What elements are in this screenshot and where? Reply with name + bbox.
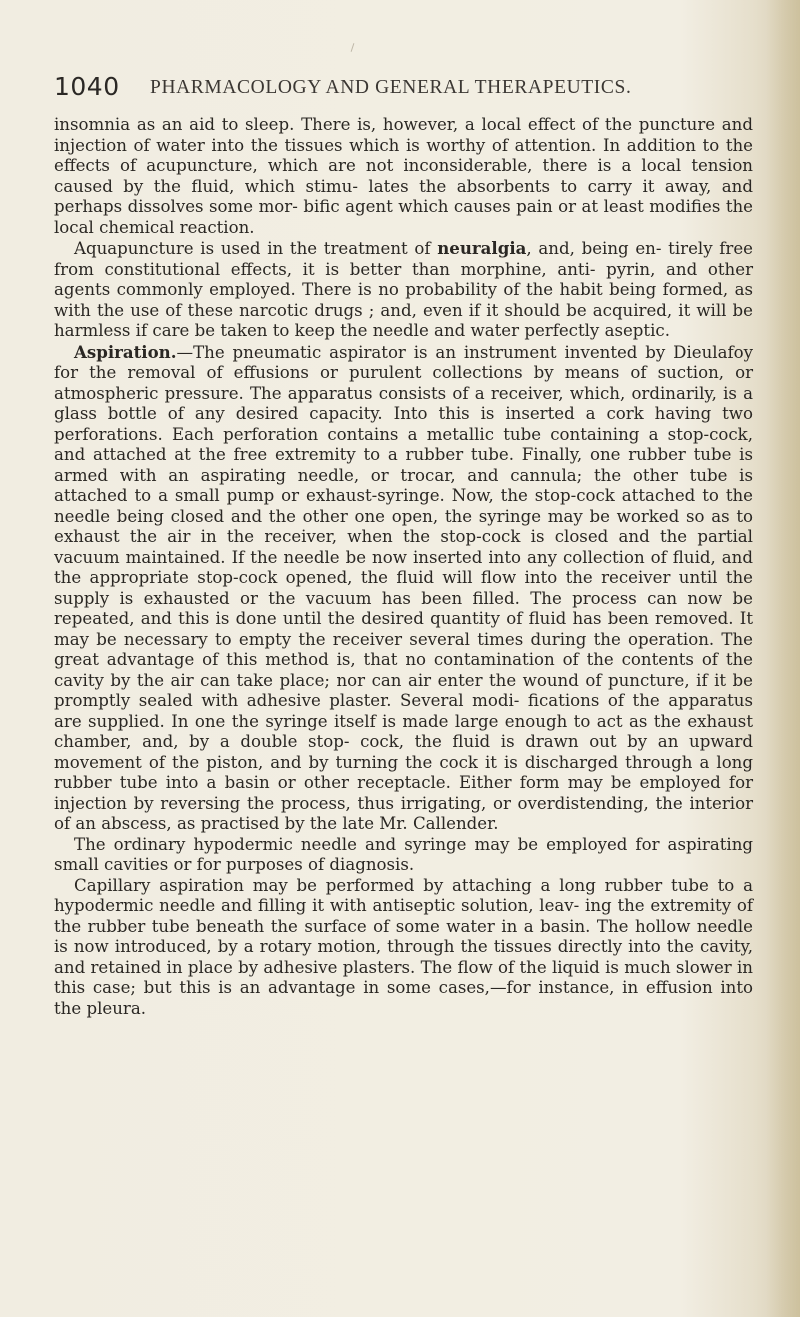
paragraph-text: The ordinary hypodermic needle and syringe may be employed for aspirating small cavities or for purposes of diagnosis. (54, 834, 753, 874)
page-header (54, 72, 754, 112)
body-text (54, 115, 753, 1019)
page-edge-shadow (766, 0, 800, 1317)
paragraph-hypodermic (54, 835, 753, 876)
paragraph-capillary-aspiration (54, 876, 753, 1020)
running-head: PHARMACOLOGY AND GENERAL THERAPEUTICS. (150, 77, 632, 98)
paragraph-text-post: , and, being en- tirely free from constitutional effects, it is better than morphine, anti- pyrin, and other agents commonly employed. There is no probability of the habit being formed, as with the use of these narcotic drugs ; and, even if it should be acquired, it will be harmless if care be taken to keep the needle and water perfectly aseptic. (54, 239, 753, 340)
paragraph-aspiration (54, 342, 753, 835)
section-heading-aspiration: Aspiration. (74, 341, 177, 362)
emphasis-neuralgia: neuralgia (437, 238, 527, 258)
paragraph-text: insomnia as an aid to sleep. There is, however, a local effect of the puncture and injection of water into the tissues which is worthy of attention. In addition to the effects of acupuncture, which are not inconsiderable, there is a local tension caused by the fluid, which stimu- lates the absorbents to carry it away, and perhaps dissolves some mor- bific agent which causes pain or at least modifies the local chemical reaction. (54, 115, 753, 237)
paragraph-text: —The pneumatic aspirator is an instrument invented by Dieulafoy for the removal of effusions or purulent collections by means of suction, or atmospheric pressure. The apparatus consists of a receiver, which, ordinarily, is a glass bottle of any desired capacity. Into this is inserted a cork having two perforations. Each perforation contains a metallic tube containing a stop-cock, and attached at the free extremity to a rubber tube. Finally, one rubber tube is armed with an aspirating needle, or trocar, and cannula; the other tube is attached to a small pump or exhaust-syringe. Now, the stop-cock attached to the needle being closed and the other one open, the syringe may be worked so as to exhaust the air in the receiver, when the stop-cock is closed and the partial vacuum maintained. If the needle be now inserted into any collection of fluid, and the appropriate stop-cock opened, the fluid will flow into the receiver until the supply is exhausted or the vacuum has been filled. The process can now be repeated, and this is done until the desired quantity of fluid has been removed. It may be necessary to empty the receiver several times during the operation. The great advantage of this method is, that no contamination of the contents of the cavity by the air can take place; nor can air enter the wound of puncture, if it be promptly sealed with adhesive plaster. Several modi- fications of the apparatus are supplied. In one the syringe itself is made large enough to act as the exhaust chamber, and, by a double stop- cock, the fluid is drawn out by an upward movement of the piston, and by turning the cock it is discharged through a long rubber tube into a basin or other receptacle. Either form may be employed for injection by reversing the process, thus irrigating, or overdistending, the interior of an abscess, as practised by the late Mr. Callender. (54, 342, 753, 833)
paragraph-text-pre: Aquapuncture is used in the treatment of (74, 239, 438, 258)
page-number: 1040 (54, 72, 120, 101)
scan-artifact (351, 43, 355, 52)
paragraph-insomnia (54, 115, 753, 238)
paragraph-text: Capillary aspiration may be performed by attaching a long rubber tube to a hypodermic needle and filling it with antiseptic solution, leav- ing the extremity of the rubber tube beneath the surface of some water in a basin. The hollow needle is now introduced, by a rotary motion, through the tissues directly into the cavity, and retained in place by adhesive plasters. The flow of the liquid is much slower in this case; but this is an advantage in some cases,—for instance, in effusion into the pleura. (54, 875, 753, 1018)
paragraph-aquapuncture (54, 238, 753, 342)
